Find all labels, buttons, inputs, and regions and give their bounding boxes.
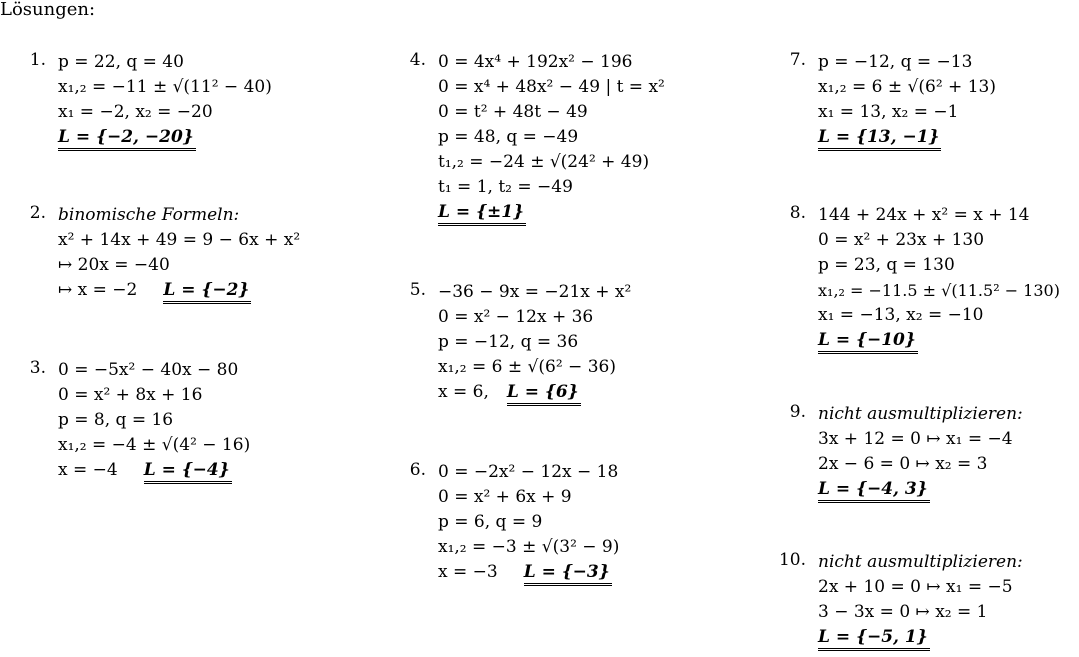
page-title: Lösungen: [0, 0, 96, 20]
problem-number: 2. [29, 203, 46, 223]
problem-number: 10. [778, 550, 806, 570]
solution-line: x₁,₂ = −3 ± √(3² − 9) [438, 537, 620, 557]
problem-number: 4. [409, 50, 426, 70]
solution-line: p = 22, q = 40 [58, 52, 184, 72]
solution-line: x = −4 [58, 460, 118, 480]
solution-line: −36 − 9x = −21x + x² [438, 282, 632, 302]
solution-set: L = {13, −1} [818, 126, 941, 151]
solution-line: 2x + 10 = 0 ↦ x₁ = −5 [818, 577, 1013, 597]
solution-line: t₁,₂ = −24 ± √(24² + 49) [438, 152, 650, 172]
problem-9 [790, 402, 1023, 502]
problem-number: 5. [409, 280, 426, 300]
solution-line: 144 + 24x + x² = x + 14 [818, 205, 1030, 225]
solution-set: L = {±1} [438, 201, 526, 226]
solution-set: L = {−4, 3} [818, 478, 930, 503]
solution-line: 0 = −5x² − 40x − 80 [58, 360, 239, 380]
solution-line: 2x − 6 = 0 ↦ x₂ = 3 [818, 454, 988, 474]
solution-line: 0 = 4x⁴ + 192x² − 196 [438, 52, 633, 72]
problem-8 [790, 203, 1060, 353]
solution-set: L = {−3} [524, 561, 612, 586]
problem-4 [410, 50, 665, 225]
problem-2 [30, 203, 300, 303]
solution-line: 0 = t² + 48t − 49 [438, 102, 588, 122]
solution-line: x₁,₂ = −4 ± √(4² − 16) [58, 435, 251, 455]
solution-line: 3 − 3x = 0 ↦ x₂ = 1 [818, 602, 988, 622]
problem-7 [790, 50, 996, 150]
problem-3 [30, 358, 250, 483]
solution-line: ↦ x = −2 [58, 280, 138, 300]
solution-line: 0 = x² − 12x + 36 [438, 307, 594, 327]
problem-number: 8. [789, 203, 806, 223]
solution-set: L = {−2} [163, 279, 251, 304]
problem-number: 7. [789, 50, 806, 70]
solution-line: nicht ausmultiplizieren: [818, 404, 1023, 424]
solution-line: ↦ 20x = −40 [58, 255, 170, 275]
solution-line: 0 = x² + 23x + 130 [818, 230, 985, 250]
solution-line: p = 6, q = 9 [438, 512, 543, 532]
solution-line: p = −12, q = −13 [818, 52, 973, 72]
solution-set: L = {−4} [144, 459, 232, 484]
problem-number: 3. [29, 358, 46, 378]
solution-line: x₁ = −13, x₂ = −10 [818, 305, 984, 325]
solution-line: x = 6, [438, 382, 489, 402]
solution-line: x₁,₂ = −11 ± √(11² − 40) [58, 77, 272, 97]
solution-line: p = 48, q = −49 [438, 127, 579, 147]
solution-set: L = {−2, −20} [58, 126, 196, 151]
solution-set: L = {−10} [818, 329, 918, 354]
solution-line: x₁ = −2, x₂ = −20 [58, 102, 213, 122]
problem-6 [410, 460, 619, 585]
solution-line: x₁,₂ = 6 ± √(6² − 36) [438, 357, 616, 377]
solution-line: x₁ = 13, x₂ = −1 [818, 102, 959, 122]
solution-line: p = 8, q = 16 [58, 410, 174, 430]
problem-number: 6. [409, 460, 426, 480]
solution-line: x² + 14x + 49 = 9 − 6x + x² [58, 230, 301, 250]
problem-number: 9. [789, 402, 806, 422]
solution-line: x₁,₂ = −11.5 ± √(11.5² − 130) [818, 281, 1060, 300]
solution-set: L = {−5, 1} [818, 626, 930, 651]
problem-number: 1. [29, 50, 46, 70]
solution-line: nicht ausmultiplizieren: [818, 552, 1023, 572]
solution-line: x = −3 [438, 562, 498, 582]
solution-line: t₁ = 1, t₂ = −49 [438, 177, 573, 197]
problem-1 [30, 50, 272, 150]
solution-line: 0 = x² + 8x + 16 [58, 385, 203, 405]
solution-line: p = 23, q = 130 [818, 255, 955, 275]
problem-5 [410, 280, 631, 405]
solution-line: binomische Formeln: [58, 205, 240, 225]
solution-line: 3x + 12 = 0 ↦ x₁ = −4 [818, 429, 1013, 449]
solution-line: x₁,₂ = 6 ± √(6² + 13) [818, 77, 996, 97]
solution-line: 0 = −2x² − 12x − 18 [438, 462, 619, 482]
solution-line: 0 = x⁴ + 48x² − 49 | t = x² [438, 77, 665, 97]
solution-set: L = {6} [507, 381, 581, 406]
solution-line: p = −12, q = 36 [438, 332, 579, 352]
problem-10 [778, 550, 1023, 650]
solution-line: 0 = x² + 6x + 9 [438, 487, 572, 507]
